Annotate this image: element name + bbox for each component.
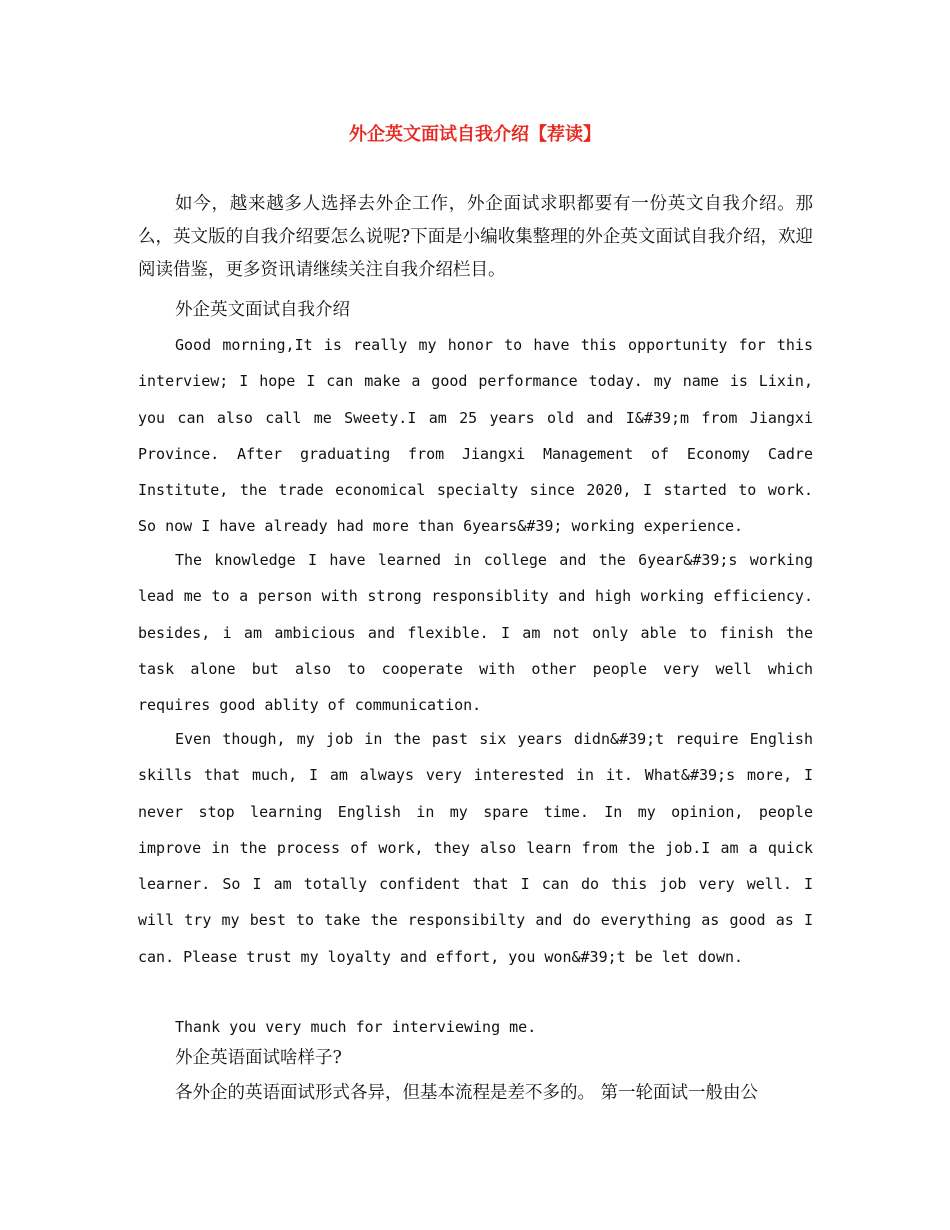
english-paragraph-2: The knowledge I have learned in college and the 6year&#39;s working lead me to a person with strong responsiblity and high working efficiency. besides, i am ambicious and flexible. I am not only able to finish the task alone but also to cooperate with other people very well which requires good ablity of communication. xyxy=(138,551,813,715)
intro-paragraph: 如今，越来越多人选择去外企工作，外企面试求职都要有一份英文自我介绍。那么，英文版的自我介绍要怎么说呢?下面是小编收集整理的外企英文面试自我介绍，欢迎阅读借鉴，更多资讯请继续关注自我介绍栏目。 xyxy=(138,194,813,280)
section-heading-self-intro: 外企英文面试自我介绍 xyxy=(175,300,350,320)
section-heading-interview: 外企英语面试啥样子? xyxy=(175,1048,342,1068)
english-paragraph-1: Good morning,It is really my honor to have this opportunity for this interview; I hope I can make a good performance today. my name is Lixin, you can also call me Sweety.I am 25 years old and I&#39;m from Jiangxi Province. After graduating from Jiangxi Management of Economy Cadre Institute, the trade economical specialty since 2020, I started to work. So now I have already had more than 6years&#39; working experience. xyxy=(138,336,813,536)
thanks-line: Thank you very much for interviewing me. xyxy=(175,1018,537,1036)
document-title: 外企英文面试自我介绍【荐读】 xyxy=(349,124,601,145)
chinese-paragraph-4: 各外企的英语面试形式各异，但基本流程是差不多的。 第一轮面试一般由公 xyxy=(175,1083,759,1103)
english-paragraph-3: Even though, my job in the past six years didn&#39;t require English skills that much, I am always very interested in it. What&#39;s more, I never stop learning English in my spare time. In my opinion, people improve in the process of work, they also learn from the job.I am a quick learner. So I am totally confident that I can do this job very well. I will try my best to take the responsibilty and do everything as good as I can. Please trust my loyalty and effort, you won&#39;t be let down. xyxy=(138,730,813,966)
